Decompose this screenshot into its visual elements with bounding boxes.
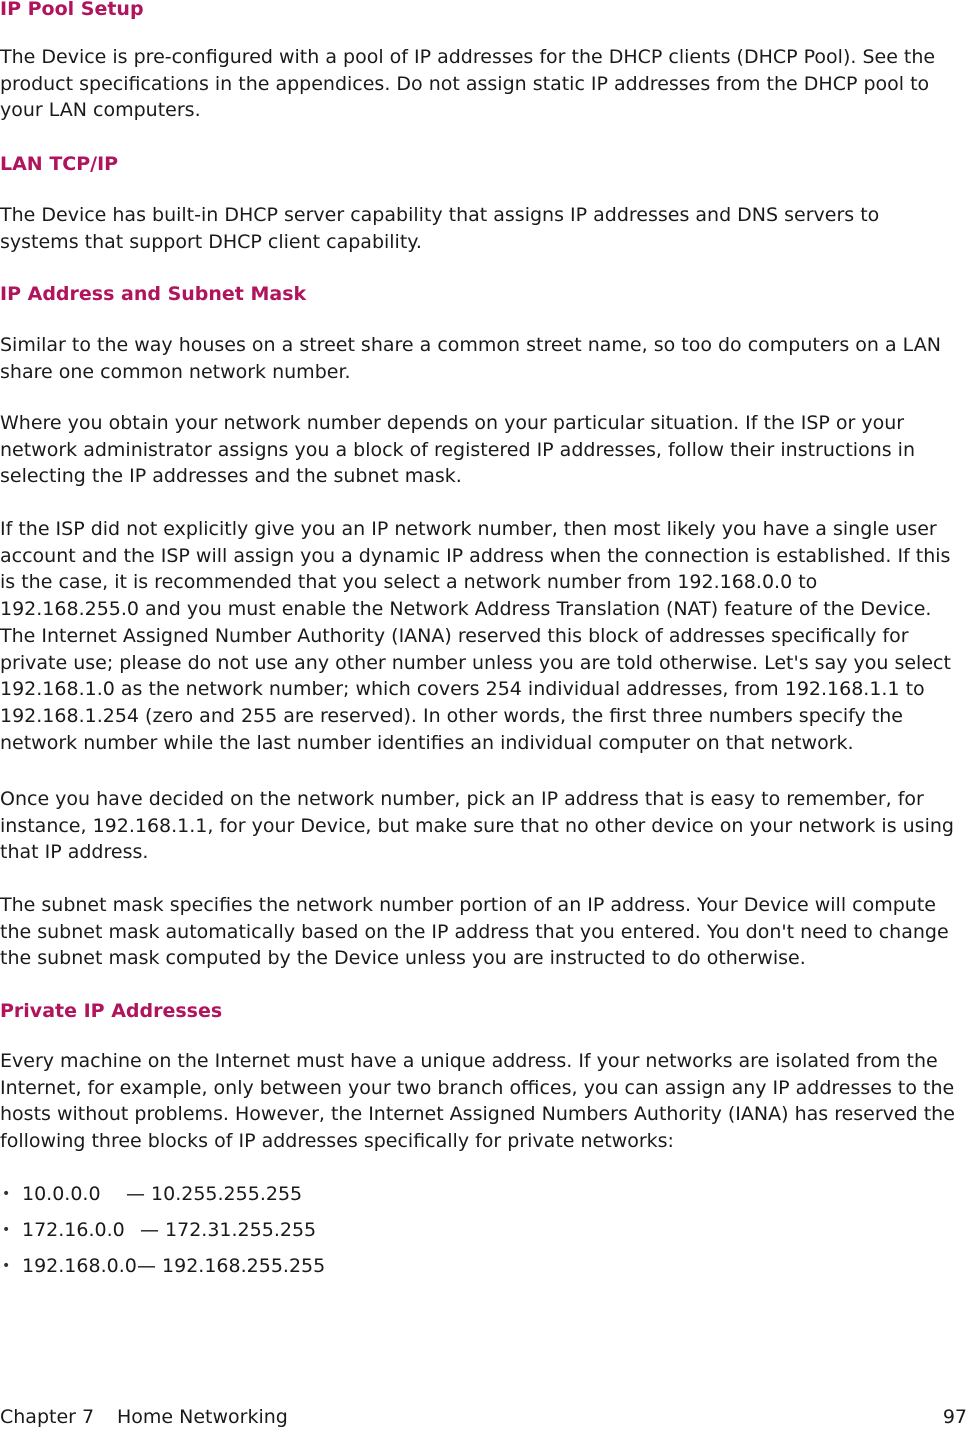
bullet-icon: • <box>2 1222 11 1238</box>
paragraph-subnet-1: Similar to the way houses on a street share a common street name, so too do computers on a LAN share one common network number. <box>0 334 941 383</box>
heading-lan-tcpip: LAN TCP/IP <box>0 153 119 175</box>
page-footer <box>0 1404 967 1430</box>
range-end: — 10.255.255.255 <box>126 1183 303 1205</box>
paragraph-subnet-3: If the ISP did not explicitly give you an IP network number, then most likely you have a single user account and the ISP will assign you a dynamic IP address when the connection is established. If this is the case, it is recommended that you select a network number from 192.168.0.0 to 192.168.255.0 and you must enable the Network Address Translation (NAT) feature of the Device. The Internet Assigned Number Authority (IANA) reserved this block of addresses specifically for private use; please do not use any other number unless you are told otherwise. Let's say you select 192.168.1.0 as the network number; which covers 254 individual addresses, from 192.168.1.1 to 192.168.1.254 (zero and 255 are reserved). In other words, the first three numbers specify the network number while the last number identifies an individual computer on that network. <box>0 518 951 754</box>
paragraph-ip-pool: The Device is pre-configured with a pool of IP addresses for the DHCP clients (DHCP Pool). See the product specifications in the appendices. Do not assign static IP addresses from the DHCP pool to your LAN computers. <box>0 46 936 122</box>
bullet-icon: • <box>2 1258 11 1274</box>
range-start: 192.168.0.0 <box>22 1255 137 1277</box>
paragraph-subnet-2: Where you obtain your network number depends on your particular situation. If the ISP or your network administrator assigns you a block of registered IP addresses, follow their instructions in selecting the IP addresses and the subnet mask. <box>0 412 916 488</box>
bullet-icon: • <box>2 1186 11 1202</box>
paragraph-lan-tcpip: The Device has built-in DHCP server capability that assigns IP addresses and DNS servers to systems that support DHCP client capability. <box>0 204 880 253</box>
heading-ip-address-subnet-mask: IP Address and Subnet Mask <box>0 283 307 305</box>
range-end: — 192.168.255.255 <box>137 1255 326 1277</box>
footer-chapter: Chapter 7 <box>0 1406 95 1428</box>
heading-private-ip-addresses: Private IP Addresses <box>0 1000 223 1022</box>
range-end: — 172.31.255.255 <box>140 1219 317 1241</box>
footer-section-title: Home Networking <box>117 1406 288 1428</box>
heading-ip-pool-setup: IP Pool Setup <box>0 0 144 20</box>
paragraph-private-ip: Every machine on the Internet must have a unique address. If your networks are isolated from the Internet, for example, only between your two branch offices, you can assign any IP addresses to the hosts without problems. However, the Internet Assigned Numbers Authority (IANA) has reserved the following three blocks of IP addresses specifically for private networks: <box>0 1050 955 1153</box>
range-start: 172.16.0.0 <box>22 1219 125 1241</box>
page-number: 97 <box>942 1406 967 1428</box>
paragraph-subnet-4: Once you have decided on the network number, pick an IP address that is easy to remember, for instance, 192.168.1.1, for your Device, but make sure that no other device on your network is using that IP address. <box>0 788 954 864</box>
range-start: 10.0.0.0 <box>22 1183 101 1205</box>
paragraph-subnet-5: The subnet mask specifies the network number portion of an IP address. Your Device will compute the subnet mask automatically based on the IP address that you entered. You don't need to change the subnet mask computed by the Device unless you are instructed to do otherwise. <box>0 894 949 970</box>
